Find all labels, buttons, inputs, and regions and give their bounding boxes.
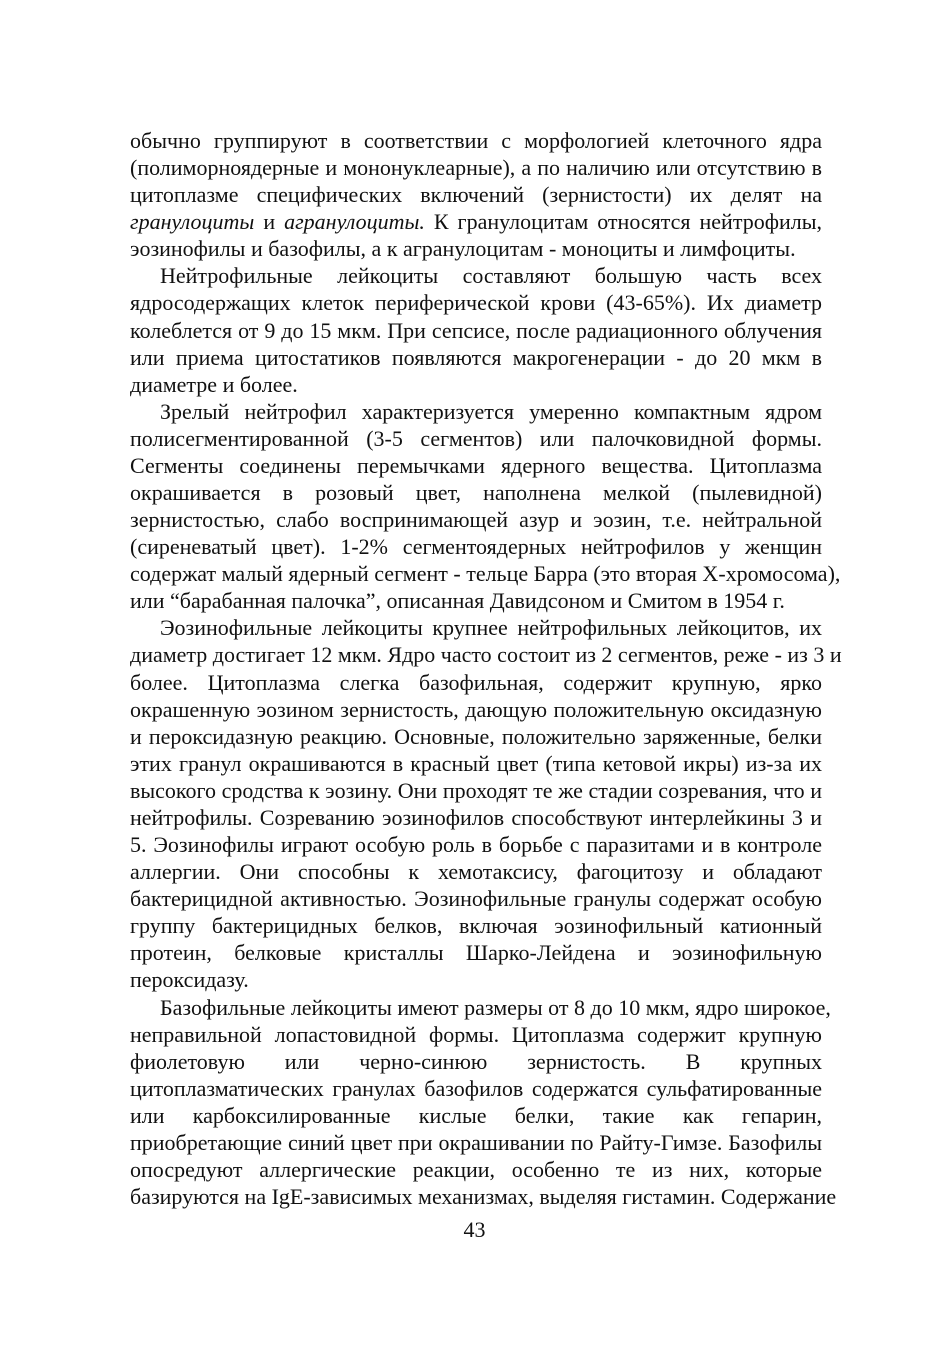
text-line: и пероксидазную реакцию. Основные, положительно заряженные, белки (130, 723, 822, 749)
text-line: или “барабанная палочка”, описанная Давидсоном и Смитом в 1954 г. (130, 588, 785, 614)
text-line: диаметр достигает 12 мкм. Ядро часто состоит из 2 сегментов, реже - из 3 и (130, 642, 842, 668)
text-line: 5. Эозинофилы играют особую роль в борьбе с паразитами и в контроле (130, 832, 822, 858)
text-line: цитоплазме специфических включений (зернистости) их делят на (130, 182, 822, 208)
text-line: колеблется от 9 до 15 мкм. При сепсисе, после радиационного облучения (130, 317, 822, 343)
paragraph-5 (130, 994, 837, 1211)
page-number: 43 (463, 1217, 486, 1242)
text-line: пероксидазу. (130, 967, 249, 993)
text-line: ядросодержащих клеток периферической крови (43-65%). Их диаметр (130, 290, 822, 316)
text-line: неправильной лопастовидной формы. Цитоплазма содержит крупную (130, 1021, 822, 1047)
text-line: окрашенную эозином зернистость, дающую положительную оксидазную (130, 696, 822, 722)
term-granulocytes: гранулоциты (130, 209, 255, 235)
text-line: Нейтрофильные лейкоциты составляют большую часть всех (160, 263, 822, 289)
text-line: или приема цитостатиков появляются макрогенерации - до 20 мкм в (130, 344, 822, 370)
text-line: эозинофилы и базофилы, а к агранулоцитам - моноциты и лимфоциты. (130, 236, 796, 262)
text-line: полисегментированной (3-5 сегментов) или палочковидной формы. (130, 425, 822, 451)
text-line: бактерицидной активностью. Эозинофильные гранулы содержат особую (130, 886, 822, 912)
text-line: Зрелый нейтрофил характеризуется умеренно компактным ядром (160, 398, 822, 424)
text-line (130, 208, 822, 235)
text-line: фиолетовую или черно-синюю зернистость. В крупных (130, 1048, 822, 1074)
text-line: зернистостью, слабо воспринимающей азур и эозин, т.е. нейтральной (130, 507, 822, 533)
text-line: содержат малый ядерный сегмент - тельце Барра (это вторая Х-хромосома), (130, 561, 841, 587)
text-line: (полиморноядерные и мононуклеарные), а по наличию или отсутствию в (130, 155, 822, 181)
text-line: протеин, белковые кристаллы Шарко-Лейдена и эозинофильную (130, 940, 822, 966)
text-line: приобретающие синий цвет при окрашивании по Райту-Гимзе. Базофилы (130, 1129, 822, 1155)
text-run: и (254, 209, 285, 235)
text-line: Эозинофильные лейкоциты крупнее нейтрофильных лейкоцитов, их (160, 615, 822, 641)
text-line: обычно группируют в соответствии с морфологией клеточного ядра (130, 128, 822, 153)
term-agranulocytes: агранулоциты. (284, 209, 425, 235)
text-line: диаметре и более. (130, 371, 298, 397)
paragraph-2 (130, 262, 822, 397)
text-line: нейтрофилы. Созреванию эозинофилов способствуют интерлейкины 3 и (130, 804, 822, 830)
text-line: аллергии. Они способны к хемотаксису, фагоцитозу и обладают (130, 859, 822, 885)
text-line: цитоплазматических гранулах базофилов содержатся сульфатированные (130, 1075, 822, 1101)
text-line: Базофильные лейкоциты имеют размеры от 8 до 10 мкм, ядро широкое, (160, 994, 831, 1020)
text-line: группу бактерицидных белков, включая эозинофильный катионный (130, 913, 822, 939)
text-line: высокого сродства к эозину. Они проходят те же стадии созревания, что и (130, 777, 822, 803)
text-line: (сиреневатый цвет). 1-2% сегментоядерных нейтрофилов у женщин (130, 534, 822, 560)
text-line: базируются на IgE-зависимых механизмах, выделяя гистамин. Содержание (130, 1184, 837, 1210)
paragraph-3 (130, 398, 841, 615)
text-run: К гранулоцитам относятся нейтрофилы, (424, 209, 822, 235)
body-text (130, 127, 842, 1210)
text-line: этих гранул окрашиваются в красный цвет (типа кетовой икры) из-за их (130, 750, 822, 776)
text-line: или карбоксилированные кислые белки, такие как гепарин, (130, 1102, 822, 1128)
text-line: более. Цитоплазма слегка базофильная, содержит крупную, ярко (130, 669, 822, 695)
text-line: опосредуют аллергические реакции, особенно те из них, которые (130, 1156, 822, 1182)
paragraph-1 (130, 127, 822, 262)
paragraph-4 (130, 614, 842, 993)
text-line: Сегменты соединены перемычками ядерного вещества. Цитоплазма (130, 452, 822, 478)
text-line: окрашивается в розовый цвет, наполнена мелкой (пылевидной) (130, 480, 822, 506)
